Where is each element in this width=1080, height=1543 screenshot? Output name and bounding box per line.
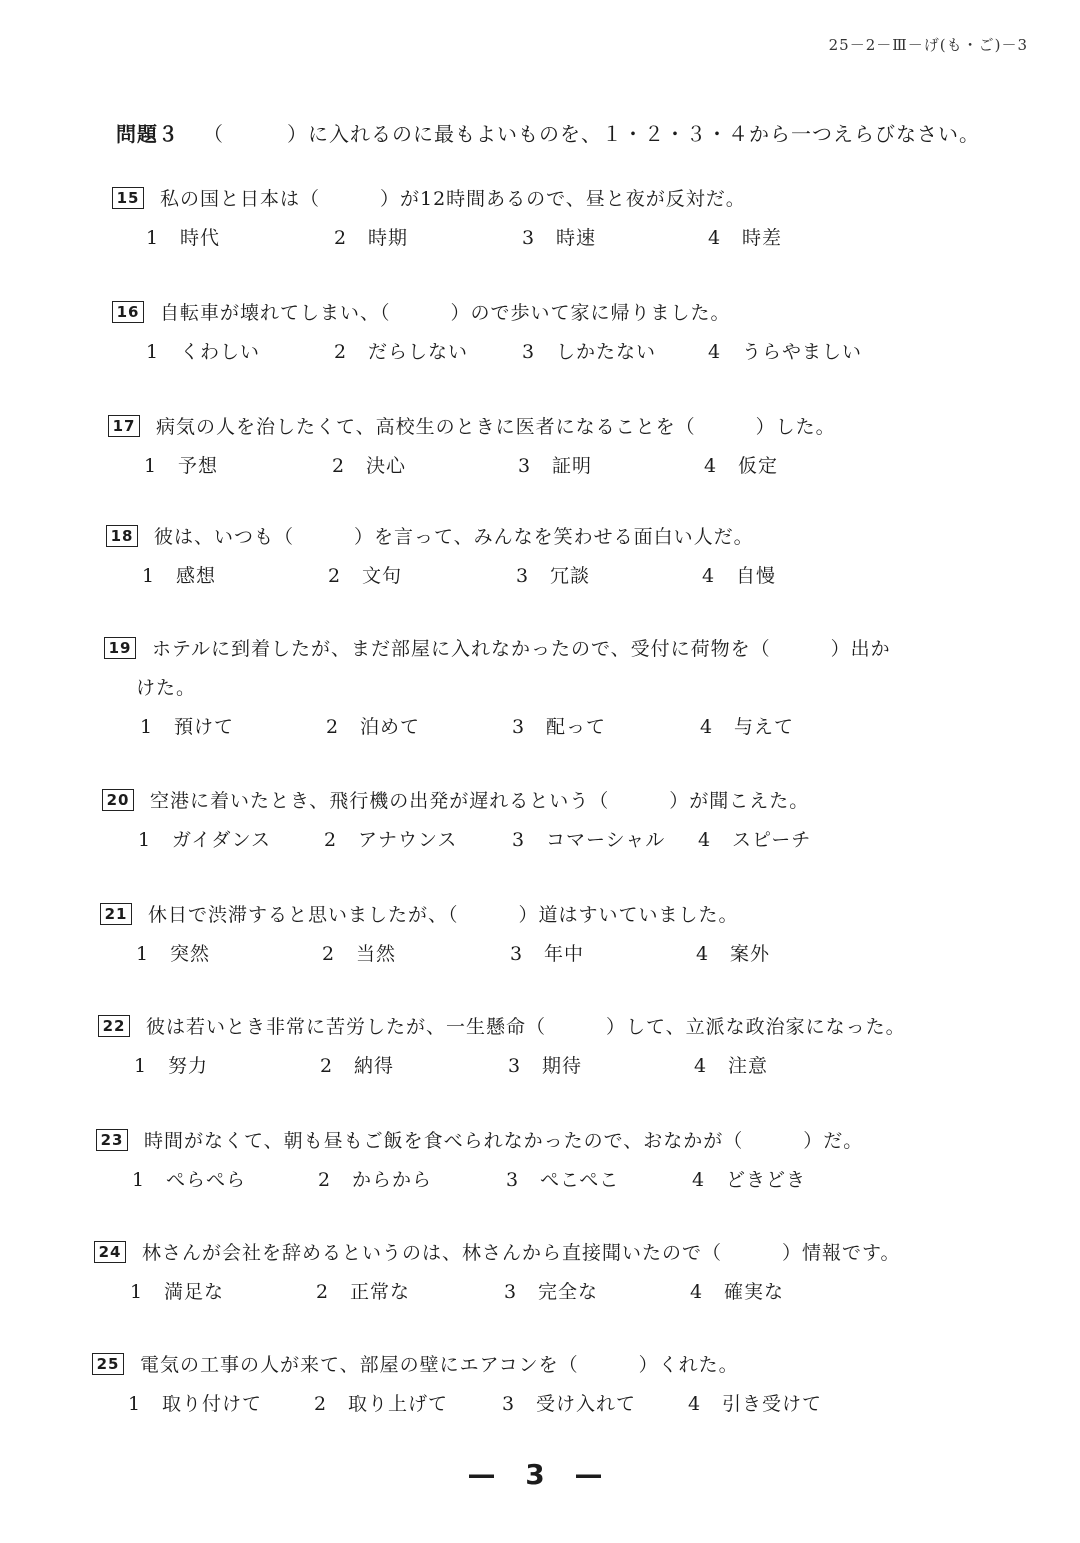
option-2[interactable]: 2 泊めて — [326, 716, 421, 738]
option-4[interactable]: 4 注意 — [694, 1055, 769, 1077]
question-23 — [0, 1126, 1080, 1199]
question-21 — [0, 900, 1080, 973]
option-1[interactable]: 1 預けて — [140, 716, 235, 738]
instruction — [116, 118, 996, 147]
option-2[interactable]: 2 正常な — [316, 1281, 411, 1303]
option-2[interactable]: 2 アナウンス — [324, 829, 458, 851]
option-1[interactable]: 1 予想 — [144, 455, 219, 477]
question-number: 16 — [112, 301, 144, 323]
option-2[interactable]: 2 時期 — [334, 227, 409, 249]
option-1[interactable]: 1 突然 — [136, 943, 211, 965]
option-4[interactable]: 4 どきどき — [692, 1169, 807, 1191]
option-3[interactable]: 3 ぺこぺこ — [506, 1169, 620, 1191]
question-text: 彼は若いとき非常に苦労したが、一生懸命（ ）して、立派な政治家になった。 — [146, 1016, 906, 1038]
option-1[interactable]: 1 時代 — [146, 227, 221, 249]
question-number: 18 — [106, 525, 138, 547]
option-2[interactable]: 2 取り上げて — [314, 1393, 449, 1415]
question-text: 彼は、いつも（ ）を言って、みんなを笑わせる面白い人だ。 — [154, 526, 754, 548]
option-4[interactable]: 4 自慢 — [702, 565, 777, 587]
question-17 — [0, 412, 1080, 485]
question-15 — [0, 184, 1080, 257]
option-2[interactable]: 2 当然 — [322, 943, 397, 965]
page-number: — 3 — — [467, 1458, 613, 1491]
option-2[interactable]: 2 だらしない — [334, 341, 469, 363]
option-4[interactable]: 4 スピーチ — [698, 829, 812, 851]
option-4[interactable]: 4 案外 — [696, 943, 771, 965]
question-number: 24 — [94, 1241, 126, 1263]
option-1[interactable]: 1 ぺらぺら — [132, 1169, 247, 1191]
option-3[interactable]: 3 配って — [512, 716, 607, 738]
question-number: 20 — [102, 789, 134, 811]
option-1[interactable]: 1 ガイダンス — [138, 829, 272, 851]
option-3[interactable]: 3 コマーシャル — [512, 829, 666, 851]
option-2[interactable]: 2 決心 — [332, 455, 407, 477]
option-1[interactable]: 1 くわしい — [146, 341, 261, 363]
question-text: 電気の工事の人が来て、部屋の壁にエアコンを（ ）くれた。 — [140, 1354, 739, 1376]
question-20 — [0, 786, 1080, 859]
question-18 — [0, 522, 1080, 595]
instruction-text: （ ）に入れるのに最もよいものを、１・２・３・４から一つえらびなさい。 — [203, 122, 980, 146]
problem-label: 問題３ — [116, 122, 179, 146]
question-19 — [0, 634, 1080, 746]
option-4[interactable]: 4 引き受けて — [688, 1393, 823, 1415]
option-4[interactable]: 4 うらやましい — [708, 341, 863, 363]
option-2[interactable]: 2 納得 — [320, 1055, 395, 1077]
option-3[interactable]: 3 完全な — [504, 1281, 599, 1303]
option-3[interactable]: 3 証明 — [518, 455, 593, 477]
option-4[interactable]: 4 仮定 — [704, 455, 779, 477]
question-number: 17 — [108, 415, 140, 437]
question-text: 時間がなくて、朝も昼もご飯を食べられなかったので、おなかが（ ）だ。 — [144, 1130, 864, 1152]
question-22 — [0, 1012, 1080, 1085]
question-text: 自転車が壊れてしまい、（ ）ので歩いて家に帰りました。 — [160, 302, 731, 324]
question-number: 15 — [112, 187, 144, 209]
question-text: 私の国と日本は（ ）が12時間あるので、昼と夜が反対だ。 — [160, 188, 746, 210]
question-number: 21 — [100, 903, 132, 925]
option-3[interactable]: 3 受け入れて — [502, 1393, 637, 1415]
question-number: 19 — [104, 637, 136, 659]
option-4[interactable]: 4 時差 — [708, 227, 783, 249]
option-3[interactable]: 3 時速 — [522, 227, 597, 249]
exam-code-header: 25－2－Ⅲ－げ(も・ご)－3 — [828, 36, 1028, 54]
option-3[interactable]: 3 冗談 — [516, 565, 591, 587]
question-text: 林さんが会社を辞めるというのは、林さんから直接聞いたので（ ）情報です。 — [142, 1242, 901, 1264]
question-number: 25 — [92, 1353, 124, 1375]
option-1[interactable]: 1 努力 — [134, 1055, 209, 1077]
option-2[interactable]: 2 文句 — [328, 565, 403, 587]
question-24 — [0, 1238, 1080, 1311]
option-4[interactable]: 4 確実な — [690, 1281, 785, 1303]
option-4[interactable]: 4 与えて — [700, 716, 795, 738]
question-number: 22 — [98, 1015, 130, 1037]
question-text: ホテルに到着したが、まだ部屋に入れなかったので、受付に荷物を（ ）出か — [152, 638, 891, 660]
question-25 — [0, 1350, 1080, 1423]
option-1[interactable]: 1 満足な — [130, 1281, 225, 1303]
option-1[interactable]: 1 取り付けて — [128, 1393, 263, 1415]
option-2[interactable]: 2 からから — [318, 1169, 433, 1191]
question-text: 病気の人を治したくて、高校生のときに医者になることを（ ）した。 — [156, 416, 836, 438]
option-3[interactable]: 3 年中 — [510, 943, 585, 965]
question-text: 休日で渋滞すると思いましたが、（ ）道はすいていました。 — [148, 904, 739, 926]
question-text: 空港に着いたとき、飛行機の出発が遅れるという（ ）が聞こえた。 — [150, 790, 810, 812]
question-text-continued: けた。 — [136, 677, 197, 699]
question-number: 23 — [96, 1129, 128, 1151]
question-16 — [0, 298, 1080, 371]
option-3[interactable]: 3 しかたない — [522, 341, 657, 363]
option-1[interactable]: 1 感想 — [142, 565, 217, 587]
option-3[interactable]: 3 期待 — [508, 1055, 583, 1077]
